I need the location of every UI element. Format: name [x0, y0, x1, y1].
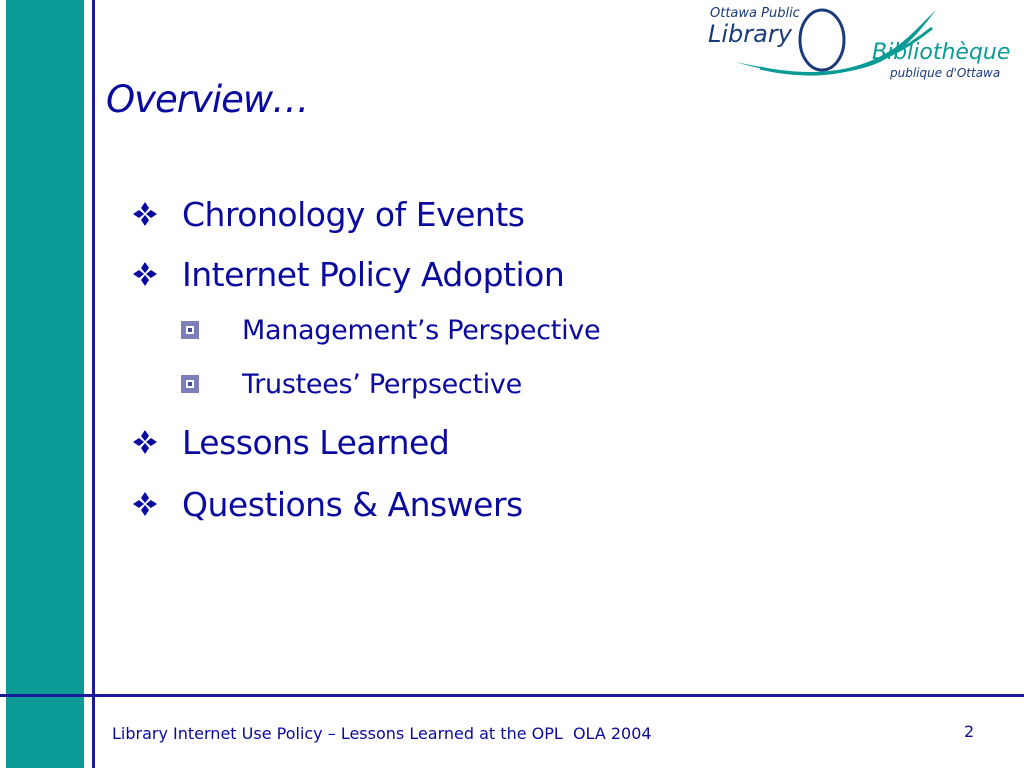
bullet-text: Internet Policy Adoption	[182, 254, 565, 294]
diamond-bullet-icon	[130, 199, 160, 229]
bullet-text: Questions & Answers	[182, 484, 523, 524]
bullet-item	[130, 192, 524, 236]
sub-bullet-text: Trustees’ Perpsective	[242, 368, 522, 400]
bullet-text: Chronology of Events	[182, 194, 525, 234]
bullet-item	[130, 252, 564, 296]
slide-title: Overview…	[106, 78, 309, 121]
bullet-item	[130, 482, 523, 526]
logo-text-bibliotheque: Bibliothèque	[872, 40, 1011, 65]
bullet-item	[130, 420, 449, 464]
sub-bullet-text: Management’s Perspective	[242, 314, 601, 346]
footer-divider	[0, 694, 1024, 697]
page-number: 2	[964, 722, 975, 741]
square-bullet-icon	[180, 374, 200, 394]
vertical-divider	[92, 0, 95, 768]
footer-text: Library Internet Use Policy – Lessons Learned at the OPL OLA 2004	[112, 724, 652, 743]
logo-text-library: Library	[708, 20, 792, 48]
sub-bullet-item	[180, 366, 522, 402]
sub-bullet-item	[180, 312, 600, 348]
logo-text-publique: publique d'Ottawa	[890, 66, 1001, 80]
diamond-bullet-icon	[130, 489, 160, 519]
library-logo	[700, 4, 1022, 88]
left-accent-bar	[6, 0, 84, 768]
logo-text-ottawa-public: Ottawa Public	[710, 6, 800, 21]
square-bullet-icon	[180, 320, 200, 340]
diamond-bullet-icon	[130, 427, 160, 457]
bullet-text: Lessons Learned	[182, 422, 450, 462]
diamond-bullet-icon	[130, 259, 160, 289]
